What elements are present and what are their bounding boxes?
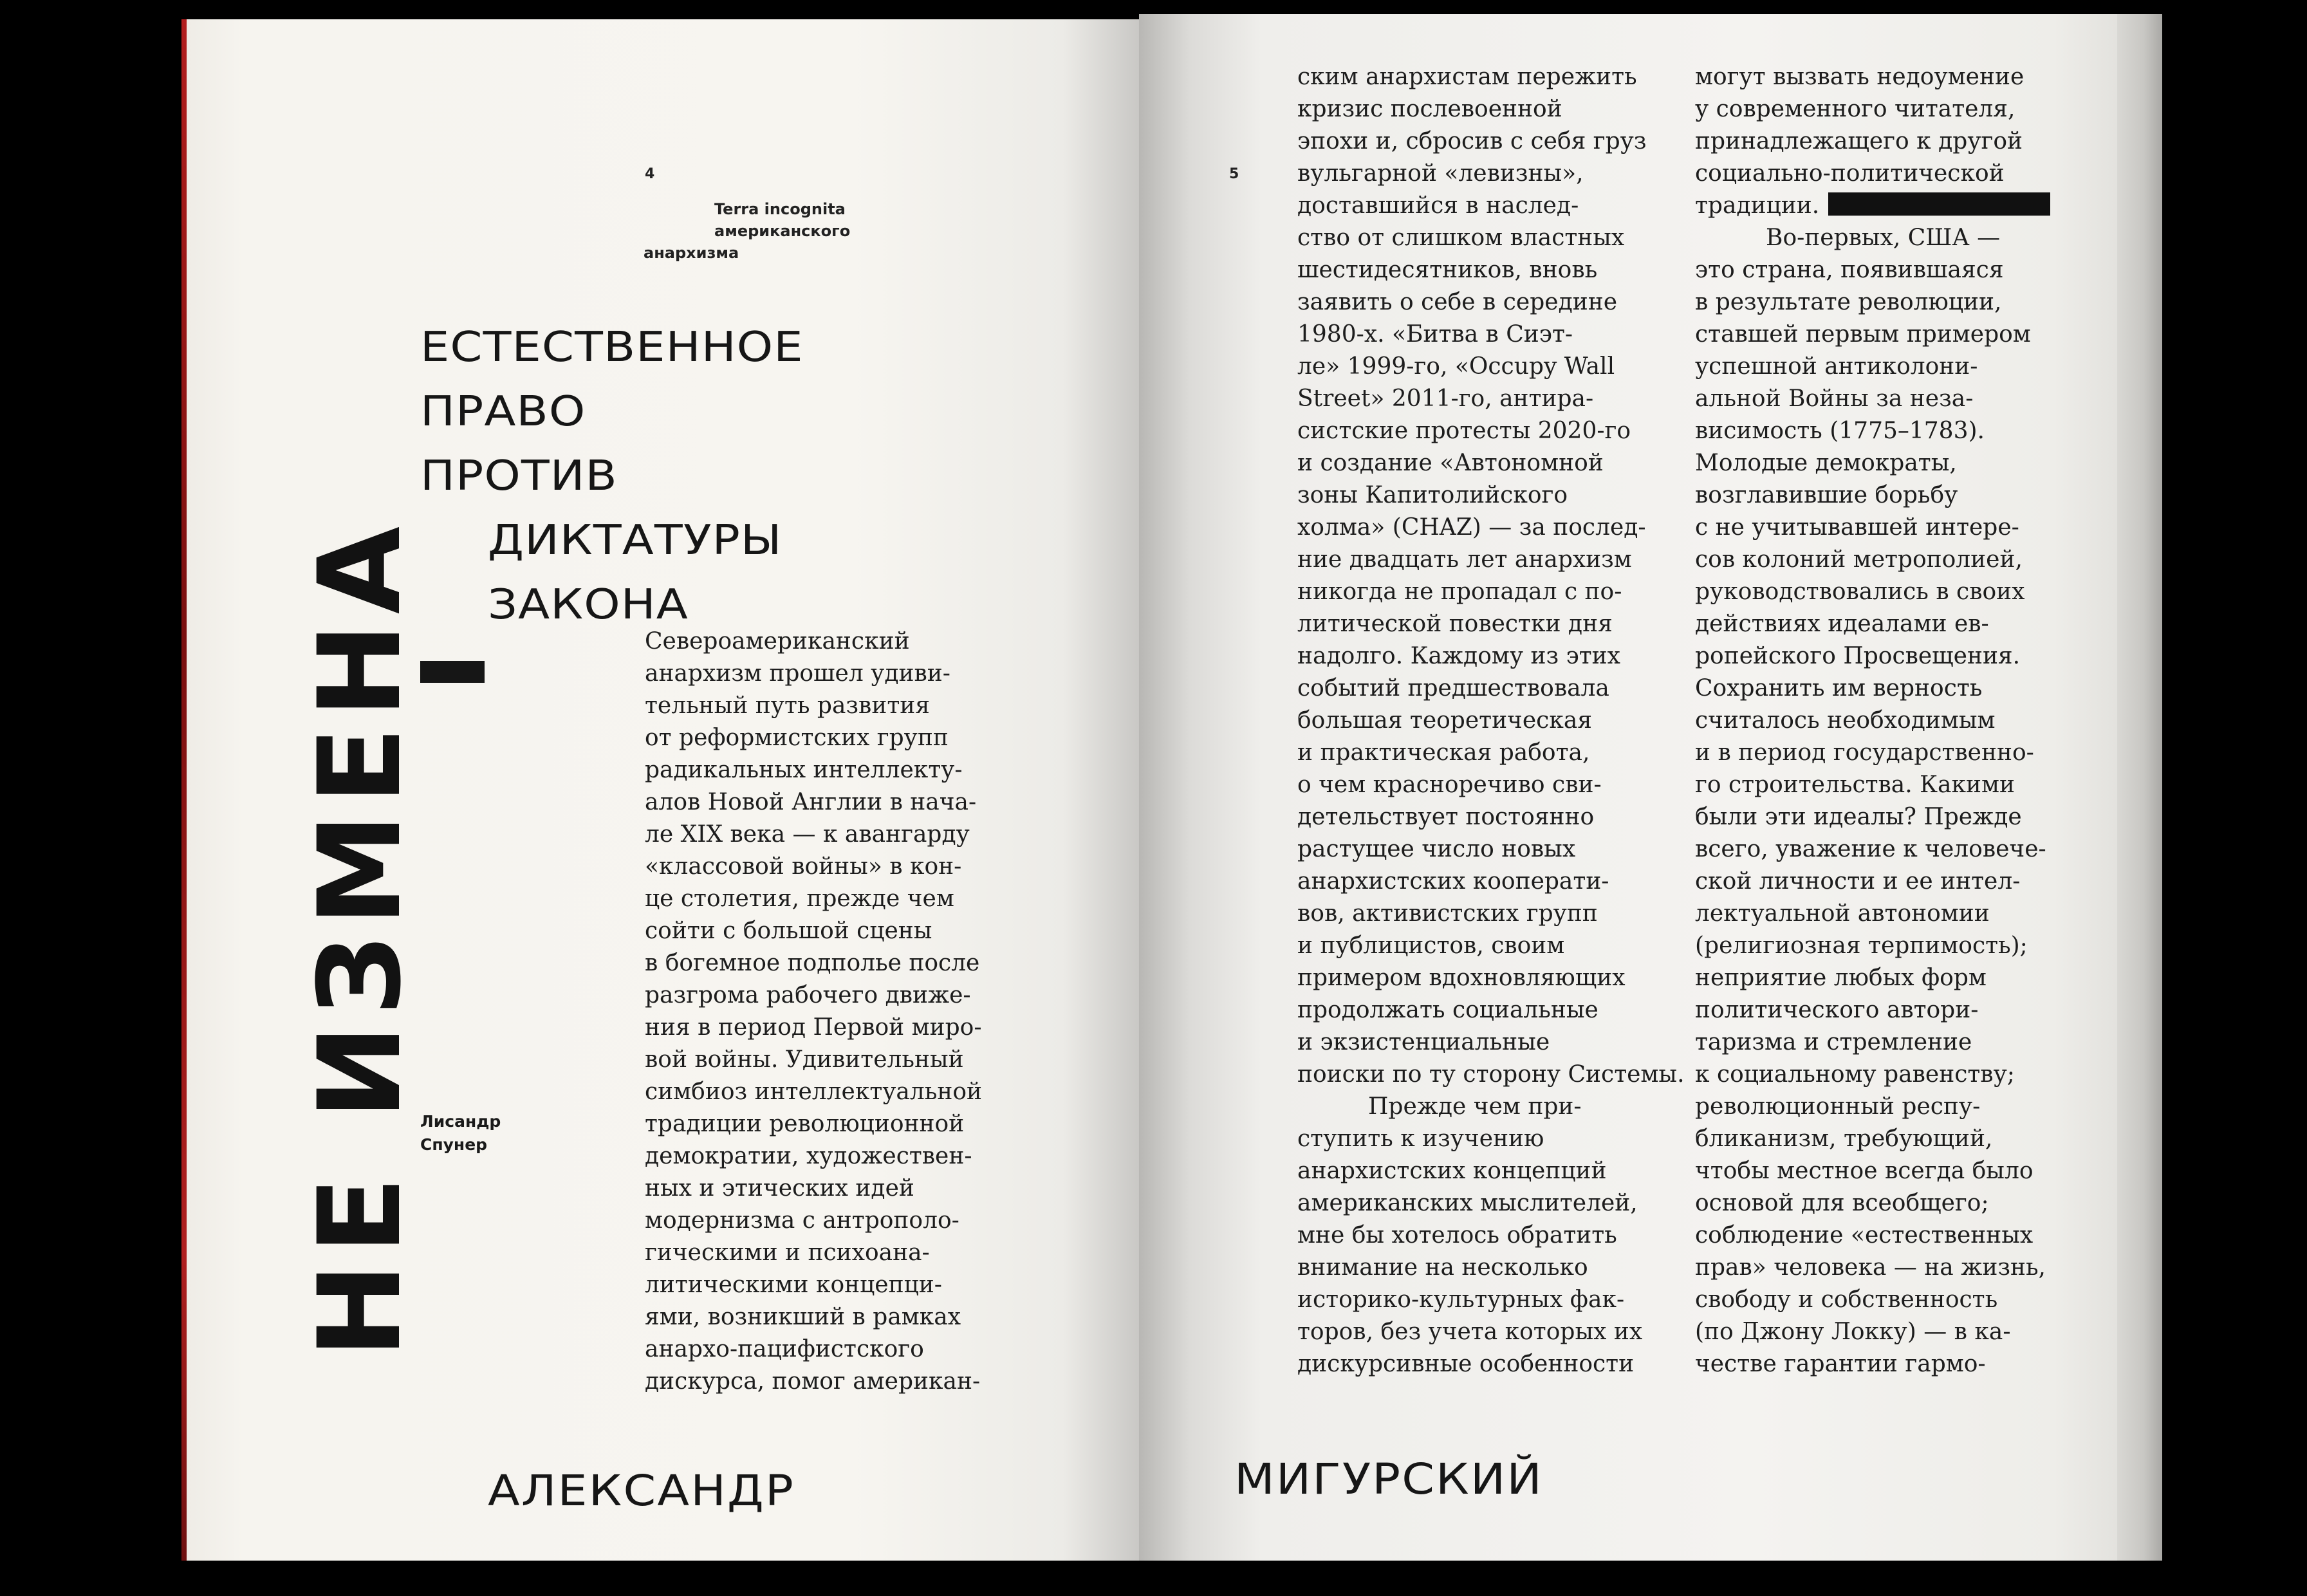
text-line: в результате революции, xyxy=(1695,289,2002,315)
text-line: це столетия, прежде чем xyxy=(645,886,954,912)
text-line: ле» 1999-го, «Occupy Wall xyxy=(1297,353,1615,380)
text-line: соблюдение «естественных xyxy=(1695,1222,2034,1248)
text-line: анархистских концепций xyxy=(1297,1158,1607,1184)
text-line: тельный путь развития xyxy=(645,692,930,719)
text-line: и создание «Автономной xyxy=(1297,450,1604,476)
text-line: доставшийся в наслед- xyxy=(1297,192,1579,219)
text-line: возглавившие борьбу xyxy=(1695,482,1958,508)
text-line: анархистских кооперати- xyxy=(1297,868,1609,895)
text-line: холма» (CHAZ) — за послед- xyxy=(1297,514,1646,541)
page-number-left: 4 xyxy=(645,166,655,182)
text-line: (по Джону Локку) — в ка- xyxy=(1695,1319,2011,1345)
left-body-text xyxy=(645,626,982,1398)
text-line: считалось необходимым xyxy=(1695,707,1996,734)
text-line: вой войны. Удивительный xyxy=(645,1046,964,1073)
text-line: детельствует постоянно xyxy=(1297,804,1595,830)
text-line: литической повестки дня xyxy=(1297,611,1613,637)
running-head-line: Terra incognita xyxy=(714,200,846,218)
text-line: модернизма с антрополо- xyxy=(645,1207,959,1234)
text-line: действиях идеалами ев- xyxy=(1695,611,1989,637)
author-name-line: Лисандр xyxy=(420,1112,501,1131)
text-line: систские протесты 2020-го xyxy=(1297,418,1631,444)
text-line: заявить о себе в середине xyxy=(1297,289,1618,315)
text-line: с не учитывавшей интере- xyxy=(1695,514,2019,541)
right-page-edge xyxy=(2117,14,2162,1561)
text-line: надолго. Каждому из этих xyxy=(1297,643,1620,669)
author-name-line: Спунер xyxy=(420,1135,488,1154)
text-line: традиции революционной xyxy=(645,1111,965,1137)
article-title-line: ДИКТАТУРЫ xyxy=(488,517,783,564)
text-line: ской личности и ее интел- xyxy=(1695,868,2021,895)
author-last-name: МИГУРСКИЙ xyxy=(1234,1454,1543,1504)
text-line: торов, без учета которых их xyxy=(1297,1319,1643,1345)
text-line: «классовой войны» в кон- xyxy=(645,853,962,880)
right-column-1 xyxy=(1297,61,1685,1380)
text-line: всего, уважение к человече- xyxy=(1695,836,2046,862)
article-title-line: ЕСТЕСТВЕННОЕ xyxy=(420,324,804,371)
article-title-line: ПРАВО xyxy=(420,388,586,436)
text-line: литическими концепци- xyxy=(645,1272,942,1298)
text-line: вов, активистских групп xyxy=(1297,900,1598,927)
text-line: лектуальной автономии xyxy=(1695,900,1990,927)
text-line: ство от слишком властных xyxy=(1297,225,1625,251)
text-line: политического автори- xyxy=(1695,997,1979,1023)
text-line: от реформистских групп xyxy=(645,725,949,751)
text-line: Прежде чем при- xyxy=(1368,1093,1582,1120)
text-line: традиции. xyxy=(1695,190,2050,222)
text-line: к социальному равенству; xyxy=(1695,1061,2015,1088)
text-line: американских мыслителей, xyxy=(1297,1190,1638,1216)
text-line: революционный респу- xyxy=(1695,1093,1981,1120)
text-line: примером вдохновляющих xyxy=(1297,965,1626,991)
text-line: событий предшествовала xyxy=(1297,675,1609,701)
text-line: радикальных интеллекту- xyxy=(645,757,963,783)
text-line: и экзистенциальные xyxy=(1297,1029,1550,1055)
text-line: социально-политической xyxy=(1695,160,2005,187)
article-title-line: ПРОТИВ xyxy=(420,452,618,500)
text-line: алов Новой Англии в нача- xyxy=(645,789,977,815)
text-line: успешной антиколони- xyxy=(1695,353,1978,380)
redaction-bar xyxy=(1828,192,2050,216)
text-line: Молодые демократы, xyxy=(1695,450,1957,476)
text-line: внимание на несколько xyxy=(1297,1254,1588,1281)
text-line: основой для всеобщего; xyxy=(1695,1190,1989,1216)
text-line: разгрома рабочего движе- xyxy=(645,982,971,1008)
text-line: бликанизм, требующий, xyxy=(1695,1126,1993,1152)
text-line: Во-первых, США — xyxy=(1766,225,2001,251)
text-line: сов колоний метрополией, xyxy=(1695,546,2023,573)
text-line: Street» 2011-го, антира- xyxy=(1297,385,1594,412)
text-line: анархизм прошел удиви- xyxy=(645,660,950,687)
right-page xyxy=(1139,14,2156,1561)
text-line: ния в период Первой миро- xyxy=(645,1014,982,1041)
text-line: зоны Капитолийского xyxy=(1297,482,1568,508)
text-line: прав» человека — на жизнь, xyxy=(1695,1254,2046,1281)
text-line: вульгарной «левизны», xyxy=(1297,160,1584,187)
text-line: сойти с большой сцены xyxy=(645,918,932,944)
text-line: эпохи и, сбросив с себя груз xyxy=(1297,128,1647,154)
text-line: таризма и стремление xyxy=(1695,1029,1972,1055)
text-line: это страна, появившаяся xyxy=(1695,257,2004,283)
text-line: (религиозная терпимость); xyxy=(1695,933,2028,959)
text-line: дискурса, помог американ- xyxy=(645,1368,981,1395)
text-line: и практическая работа, xyxy=(1297,739,1590,766)
title-marker-bar xyxy=(420,661,485,683)
text-line: свободу и собственность xyxy=(1695,1286,1998,1313)
text-line: 1980-х. «Битва в Сиэт- xyxy=(1297,321,1573,348)
author-first-name: АЛЕКСАНДР xyxy=(488,1466,795,1516)
text-line: ние двадцать лет анархизм xyxy=(1297,546,1632,573)
text-line: ропейского Просвещения. xyxy=(1695,643,2021,669)
page-number-right: 5 xyxy=(1229,166,1239,182)
running-head xyxy=(644,198,901,264)
running-head-line: анархизма xyxy=(644,244,739,262)
text-line: были эти идеалы? Прежде xyxy=(1695,804,2022,830)
text-line: могут вызвать недоумение xyxy=(1695,64,2024,90)
text-line: никогда не пропадал с по- xyxy=(1297,579,1622,605)
text-line: честве гарантии гармо- xyxy=(1695,1351,1986,1377)
text-line: ных и этических идей xyxy=(645,1175,914,1202)
text-line: ступить к изучению xyxy=(1297,1126,1544,1152)
text-line: висимость (1775–1783). xyxy=(1695,418,1985,444)
running-head-line: американского xyxy=(714,222,851,240)
text-line: большая теоретическая xyxy=(1297,707,1592,734)
author-name xyxy=(420,1110,501,1156)
text-line: продолжать социальные xyxy=(1297,997,1598,1023)
text-line: у современного читателя, xyxy=(1695,96,2015,122)
text-line: альной Войны за неза- xyxy=(1695,385,1974,412)
text-line: в богемное подполье после xyxy=(645,950,980,976)
text-line: кризис послевоенной xyxy=(1297,96,1562,122)
text-line: историко-культурных фак- xyxy=(1297,1286,1625,1313)
vertical-book-title: НЕ ИЗМЕНА xyxy=(294,517,426,1358)
text-line: ями, возникший в рамках xyxy=(645,1304,961,1330)
text-line: шестидесятников, вновь xyxy=(1297,257,1598,283)
text-line: ставшей первым примером xyxy=(1695,321,2031,348)
left-page xyxy=(187,19,1139,1561)
text-line: растущее число новых xyxy=(1297,836,1576,862)
article-title-line: ЗАКОНА xyxy=(488,581,689,629)
text-line: ле XIX века — к авангарду xyxy=(645,821,970,848)
text-line: демократии, художествен- xyxy=(645,1143,972,1169)
text-line: неприятие любых форм xyxy=(1695,965,1987,991)
text-line: симбиоз интеллектуальной xyxy=(645,1079,983,1105)
text-line: гическими и психоана- xyxy=(645,1239,930,1266)
text-line: и публицистов, своим xyxy=(1297,933,1565,959)
text-line: Североамериканский xyxy=(645,628,910,654)
text-line: го строительства. Какими xyxy=(1695,772,2015,798)
right-column-2 xyxy=(1695,61,2050,1380)
text-line: чтобы местное всегда было xyxy=(1695,1158,2034,1184)
text-line: о чем красноречиво сви- xyxy=(1297,772,1602,798)
text-line: ским анархистам пережить xyxy=(1297,64,1637,90)
text-line: дискурсивные особенности xyxy=(1297,1351,1635,1377)
text-line: мне бы хотелось обратить xyxy=(1297,1222,1617,1248)
text-line: анархо-пацифистского xyxy=(645,1336,924,1362)
text-line: Сохранить им верность xyxy=(1695,675,1983,701)
text-line: поиски по ту сторону Системы. xyxy=(1297,1061,1685,1088)
text-line: принадлежащего к другой xyxy=(1695,128,2023,154)
text-line: и в период государственно- xyxy=(1695,739,2034,766)
text-line: руководствовались в своих xyxy=(1695,579,2025,605)
